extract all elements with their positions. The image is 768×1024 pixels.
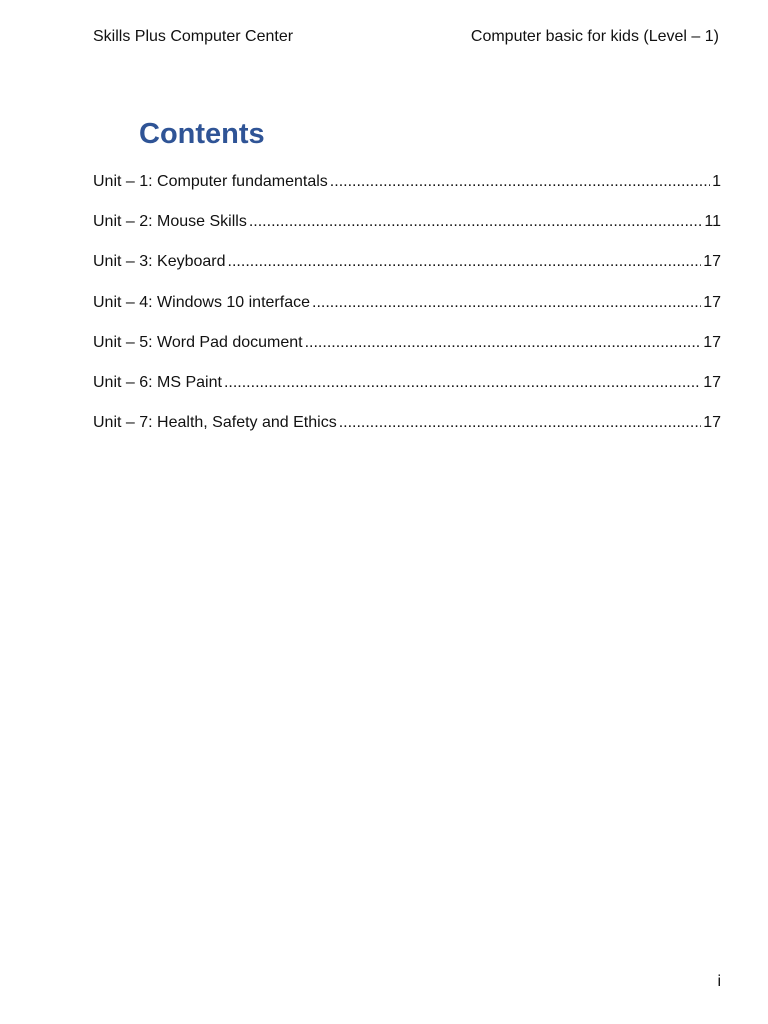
- toc-entry-unit-7[interactable]: [93, 412, 721, 452]
- toc-dot-leader: [339, 412, 702, 434]
- toc-entry-page: 11: [704, 213, 721, 231]
- toc-entry-page: 17: [703, 373, 721, 391]
- header-course-title: Computer basic for kids (Level – 1): [470, 28, 719, 45]
- toc-entry-unit-5[interactable]: [93, 332, 721, 372]
- toc-entry-label: Unit – 1: Computer fundamentals: [93, 173, 328, 190]
- toc-dot-leader: [224, 372, 701, 394]
- toc-entry-label: Unit – 7: Health, Safety and Ethics: [93, 414, 337, 432]
- toc-entry-unit-6[interactable]: [93, 372, 721, 412]
- toc-entry-label: Unit – 5: Word Pad document: [93, 333, 303, 351]
- toc-entry-page: 17: [703, 293, 721, 311]
- toc-entry-label: Unit – 2: Mouse Skills: [93, 213, 247, 231]
- toc-title: Contents: [139, 118, 265, 150]
- toc-entry-label: Unit – 4: Windows 10 interface: [93, 293, 310, 311]
- toc-dot-leader: [330, 171, 710, 193]
- toc-list: [93, 171, 721, 452]
- toc-entry-page: 1: [712, 173, 721, 190]
- toc-entry-page: 17: [703, 253, 721, 271]
- header-org-name: Skills Plus Computer Center: [93, 28, 294, 45]
- toc-dot-leader: [249, 211, 703, 233]
- toc-entry-unit-1[interactable]: [93, 171, 721, 211]
- toc-entry-label: Unit – 3: Keyboard: [93, 253, 226, 271]
- toc-entry-unit-2[interactable]: [93, 211, 721, 251]
- toc-dot-leader: [228, 251, 702, 273]
- toc-dot-leader: [305, 332, 702, 354]
- toc-entry-page: 17: [703, 333, 721, 351]
- toc-entry-unit-4[interactable]: [93, 292, 721, 332]
- page-number: i: [717, 973, 721, 990]
- toc-entry-label: Unit – 6: MS Paint: [93, 373, 222, 391]
- toc-entry-unit-3[interactable]: [93, 251, 721, 291]
- toc-dot-leader: [312, 292, 701, 314]
- toc-entry-page: 17: [703, 414, 721, 432]
